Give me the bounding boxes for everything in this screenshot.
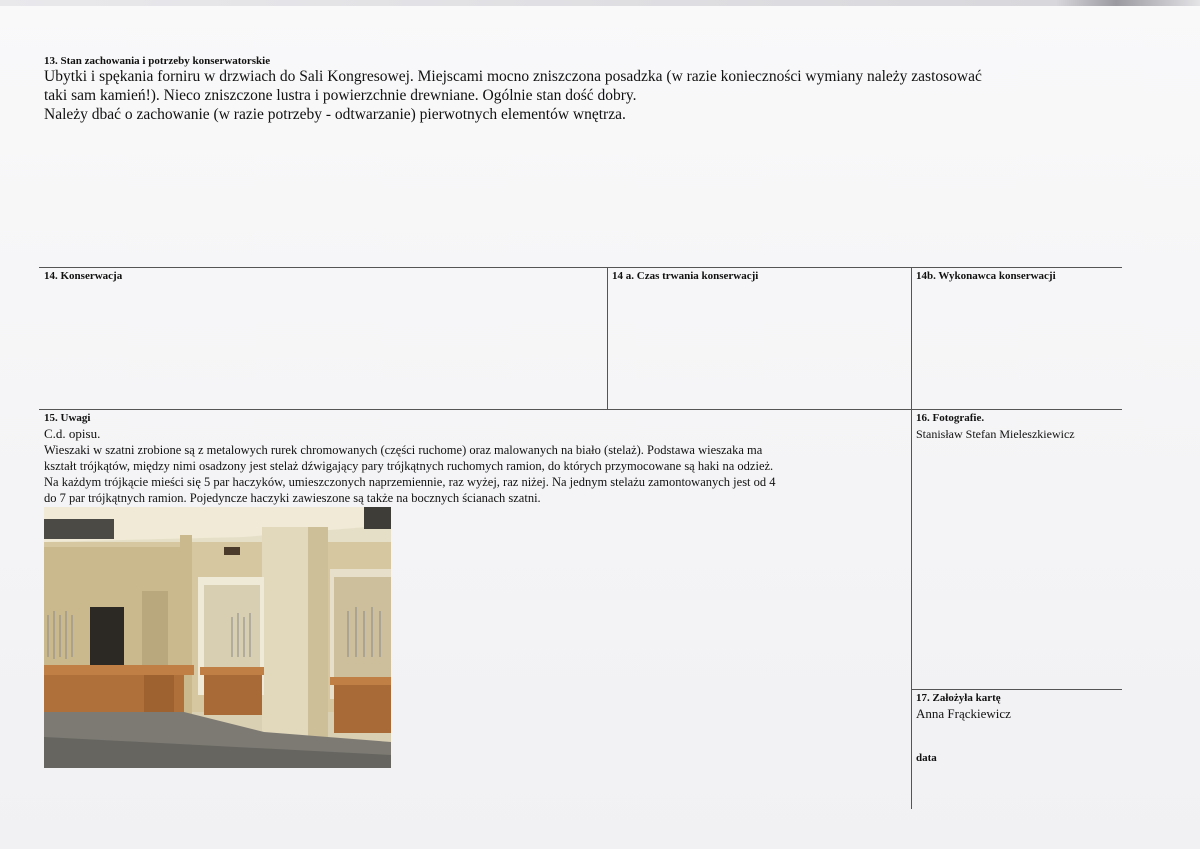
cloakroom-photo — [44, 507, 391, 768]
section-14a-heading: 14 a. Czas trwania konserwacji — [612, 270, 759, 282]
section-13-body — [44, 67, 1134, 124]
section-15-body — [44, 425, 904, 506]
section-16-heading: 16. Fotografie. — [916, 412, 985, 424]
section-17-rule — [912, 689, 1122, 690]
date-label: data — [916, 752, 937, 764]
section-13-line: Należy dbać o zachowanie (w razie potrzeby - odtwarzanie) pierwotnych elementów wnętrza. — [44, 106, 626, 123]
photographer-name: Stanisław Stefan Mieleszkiewicz — [916, 427, 1075, 441]
section-14b-heading: 14b. Wykonawca konserwacji — [916, 270, 1056, 282]
section-15-intro: C.d. opisu. — [44, 426, 101, 441]
cloakroom-photo-illustration — [44, 507, 391, 768]
section-15-line: kształt trójkątów, między nimi osadzony jest stelaż dźwigający pary trójkątnych ruchomych ramion, do których przymocowane są haki na odzież. — [44, 459, 774, 473]
section-15-heading: 15. Uwagi — [44, 412, 91, 424]
section-13-heading: 13. Stan zachowania i potrzeby konserwatorskie — [44, 55, 271, 67]
section-17-heading: 17. Założyła kartę — [916, 692, 1001, 704]
section-13-line: taki sam kamień!). Nieco zniszczone lustra i powierzchnie drewniane. Ogólnie stan dość dobry. — [44, 87, 637, 104]
section-13-line: Ubytki i spękania forniru w drzwiach do Sali Kongresowej. Miejscami mocno zniszczona posadzka (w razie konieczności wymiany należy zastosować — [44, 68, 982, 85]
section-15-line: Na każdym trójkącie mieści się 5 par haczyków, umieszczonych naprzemiennie, raz wyżej, raz niżej. Na jednym stelażu zamontowanych jest od 4 — [44, 475, 776, 489]
section-15-line: Wieszaki w szatni zrobione są z metalowych rurek chromowanych (części ruchome) oraz malowanych na biało (stelaż). Podstawa wieszaka ma — [44, 443, 763, 457]
section-15-line: do 7 par trójkątnych ramion. Pojedyncze haczyki zawieszone są także na bocznych ścianach szatni. — [44, 491, 541, 505]
scan-edge — [0, 0, 1200, 6]
section-14-heading: 14. Konserwacja — [44, 270, 123, 282]
row-divider-rule — [39, 409, 1122, 410]
column-divider-14b — [911, 267, 912, 809]
card-author-name: Anna Frąckiewicz — [916, 706, 1011, 721]
column-divider-14a — [607, 267, 608, 410]
table-top-rule — [39, 267, 1122, 268]
